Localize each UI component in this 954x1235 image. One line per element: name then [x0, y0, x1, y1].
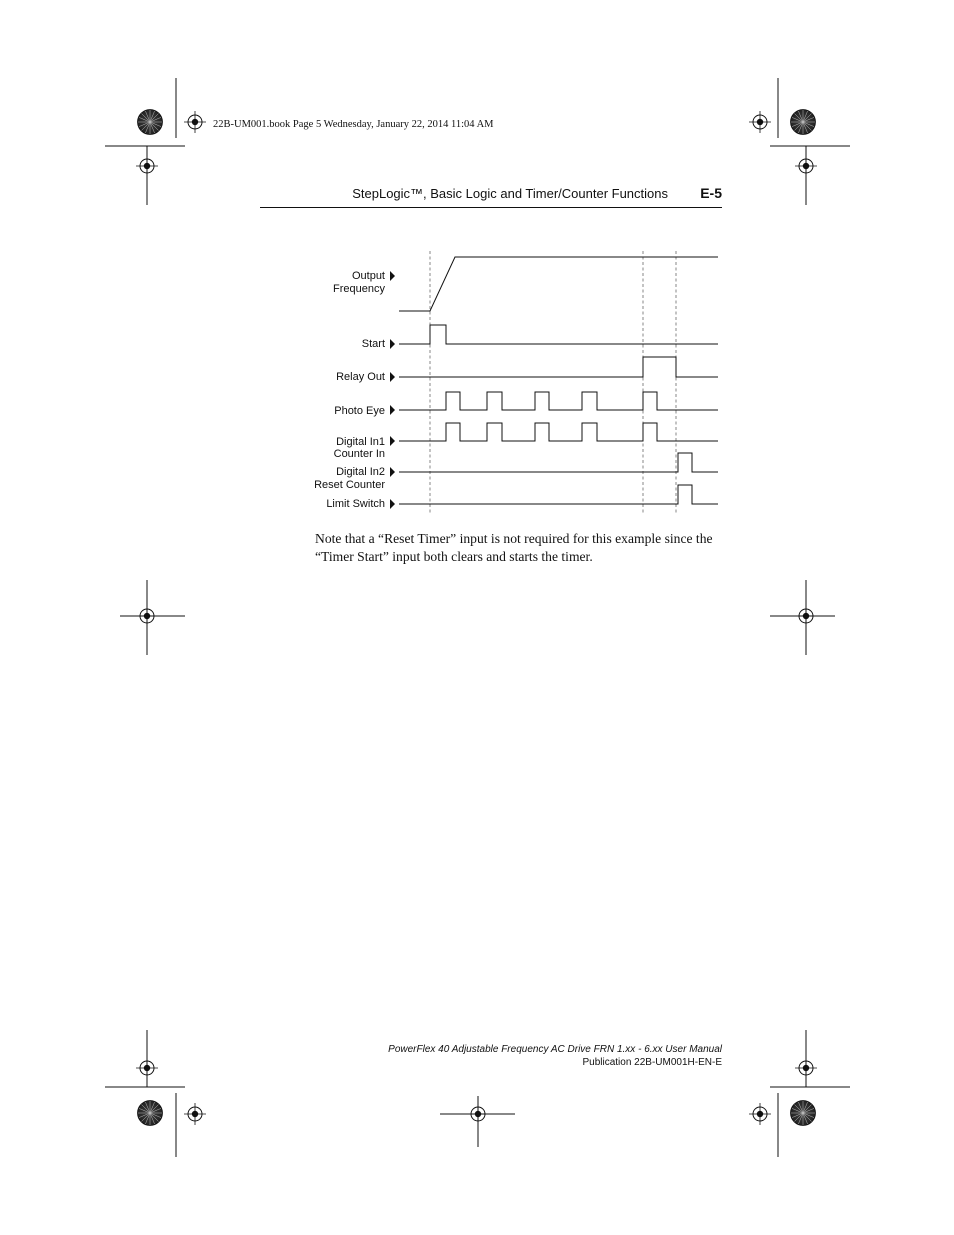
photo-eye-arrow [390, 405, 395, 415]
label-output-frequency-line2: Frequency [333, 283, 385, 295]
limit-switch-arrow [390, 499, 395, 509]
label-output-frequency-line1: Output [351, 270, 385, 282]
note-paragraph: Note that a “Reset Timer” input is not required for this example since the “Timer Start” input both clears and starts the timer. [315, 531, 713, 564]
photo-eye-trace [399, 392, 718, 410]
label-relay-out: Relay Out [336, 371, 385, 383]
label-limit-switch: Limit Switch [326, 498, 385, 510]
label-start: Start [361, 338, 385, 350]
start-trace [399, 325, 718, 344]
label-reset-counter: Reset Counter [314, 479, 385, 491]
label-photo-eye: Photo Eye [334, 405, 385, 417]
start-arrow [390, 339, 395, 349]
digital-in2-arrow [390, 467, 395, 477]
relay-out-trace [399, 357, 718, 377]
page-number: E-5 [700, 185, 722, 201]
output-frequency-arrow [390, 271, 395, 281]
footer-manual-title: PowerFlex 40 Adjustable Frequency AC Drive FRN 1.xx - 6.xx User Manual [388, 1044, 722, 1055]
output-frequency-trace [399, 257, 718, 311]
footer-publication: Publication 22B-UM001H-EN-E [582, 1057, 722, 1068]
digital-in2-trace [399, 453, 718, 472]
print-info-line: 22B-UM001.book Page 5 Wednesday, January 22, 2014 11:04 AM [213, 119, 494, 130]
label-digital-in1: Digital In1 [336, 436, 385, 448]
relay-out-arrow [390, 372, 395, 382]
limit-switch-trace [399, 485, 718, 504]
label-counter-in: Counter In [333, 448, 385, 460]
digital-in1-arrow [390, 436, 395, 446]
label-digital-in2: Digital In2 [336, 466, 385, 478]
page-header-title: StepLogic™, Basic Logic and Timer/Counter Functions [352, 186, 668, 201]
digital-in1-trace [399, 423, 718, 441]
